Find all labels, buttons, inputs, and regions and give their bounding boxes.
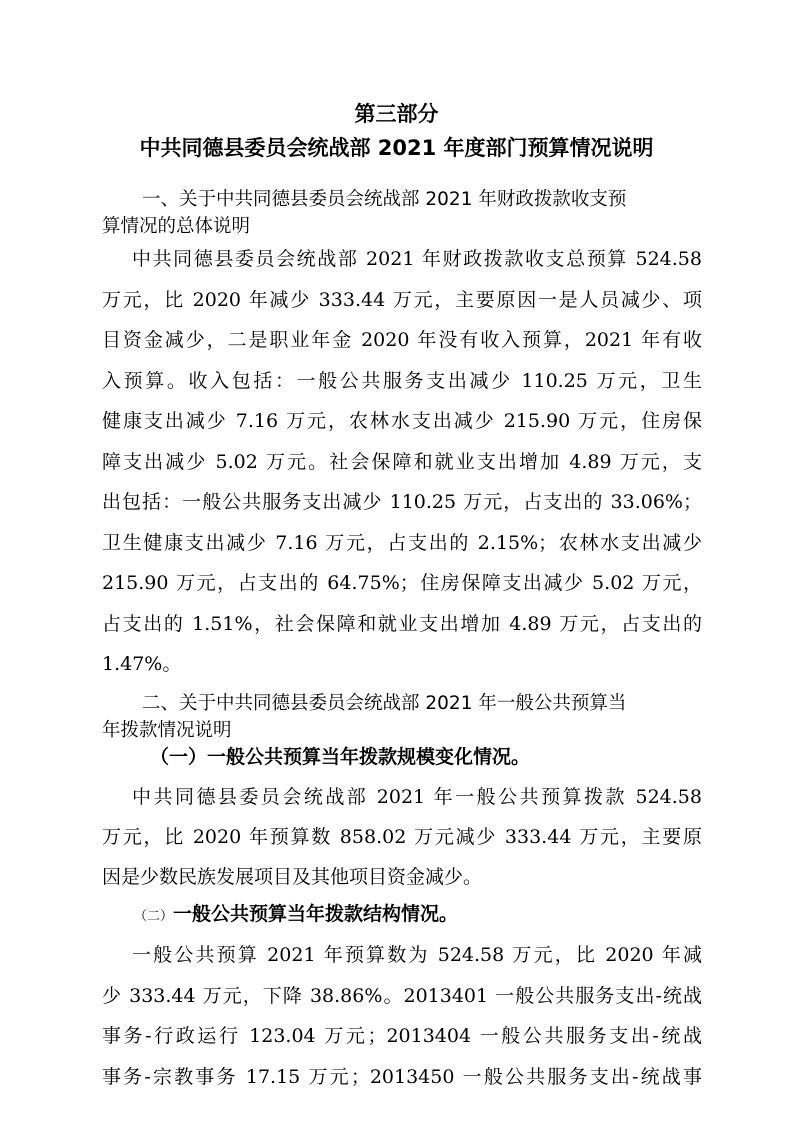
section1-paragraph-line: 占支出的 1.51%，社会保障和就业支出增加 4.89 万元，占支出的	[102, 613, 702, 635]
section1-paragraph-line: 215.90 万元，占支出的 64.75%；住房保障支出减少 5.02 万元，	[102, 572, 702, 594]
section1-paragraph-line: 健康支出减少 7.16 万元，农林水支出减少 215.90 万元，住房保	[102, 410, 702, 432]
sub2-paragraph-line: 少 333.44 万元，下降 38.86%。2013401 一般公共服务支出-统战	[102, 985, 702, 1007]
sub2-title: 一般公共预算当年拨款结构情况。	[173, 903, 459, 925]
part-title: 第三部分	[354, 102, 439, 126]
section2-heading-line2: 年拨款情况说明	[102, 720, 232, 741]
section1-heading-line1: 一、关于中共同德县委员会统战部 2021 年财政拨款收支预	[142, 189, 627, 210]
section1-paragraph-line: 出包括：一般公共服务支出减少 110.25 万元，占支出的 33.06%；	[102, 491, 702, 513]
sub2-number: （二）	[134, 909, 174, 924]
sub1-paragraph-line: 中共同德县委员会统战部 2021 年一般公共预算拨款 524.58	[132, 786, 702, 808]
section1-paragraph-line: 卫生健康支出减少 7.16 万元，占支出的 2.15%；农林水支出减少	[102, 532, 702, 554]
section1-paragraph-line: 障支出减少 5.02 万元。社会保障和就业支出增加 4.89 万元，支	[102, 451, 702, 473]
section1-paragraph-line: 万元，比 2020 年减少 333.44 万元，主要原因一是人员减少、项	[102, 289, 702, 311]
section1-paragraph-line: 入预算。收入包括：一般公共服务支出减少 110.25 万元，卫生	[102, 370, 702, 392]
section1-heading-line2: 算情况的总体说明	[102, 216, 251, 237]
sub2-heading	[134, 899, 458, 926]
section2-heading-line1: 二、关于中共同德县委员会统战部 2021 年一般公共预算当	[142, 693, 627, 714]
document-title: 中共同德县委员会统战部 2021 年度部门预算情况说明	[139, 136, 654, 160]
sub1-paragraph-line: 万元，比 2020 年预算数 858.02 万元减少 333.44 万元，主要原	[102, 826, 702, 848]
section1-paragraph-line: 中共同德县委员会统战部 2021 年财政拨款收支总预算 524.58	[132, 248, 702, 270]
sub1-paragraph-line: 因是少数民族发展项目及其他项目资金减少。	[102, 866, 483, 888]
sub1-heading: （一）一般公共预算当年拨款规模变化情况。	[150, 746, 531, 768]
section1-paragraph-line: 1.47%。	[102, 653, 182, 675]
section1-paragraph-line: 目资金减少，二是职业年金 2020 年没有收入预算，2021 年有收	[102, 329, 702, 351]
sub2-paragraph-line: 一般公共预算 2021 年预算数为 524.58 万元，比 2020 年减	[132, 944, 702, 966]
sub2-paragraph-line: 事务-宗教事务 17.15 万元；2013450 一般公共服务支出-统战事	[102, 1066, 702, 1088]
sub2-paragraph-line: 事务-行政运行 123.04 万元；2013404 一般公共服务支出-统战	[102, 1025, 702, 1047]
